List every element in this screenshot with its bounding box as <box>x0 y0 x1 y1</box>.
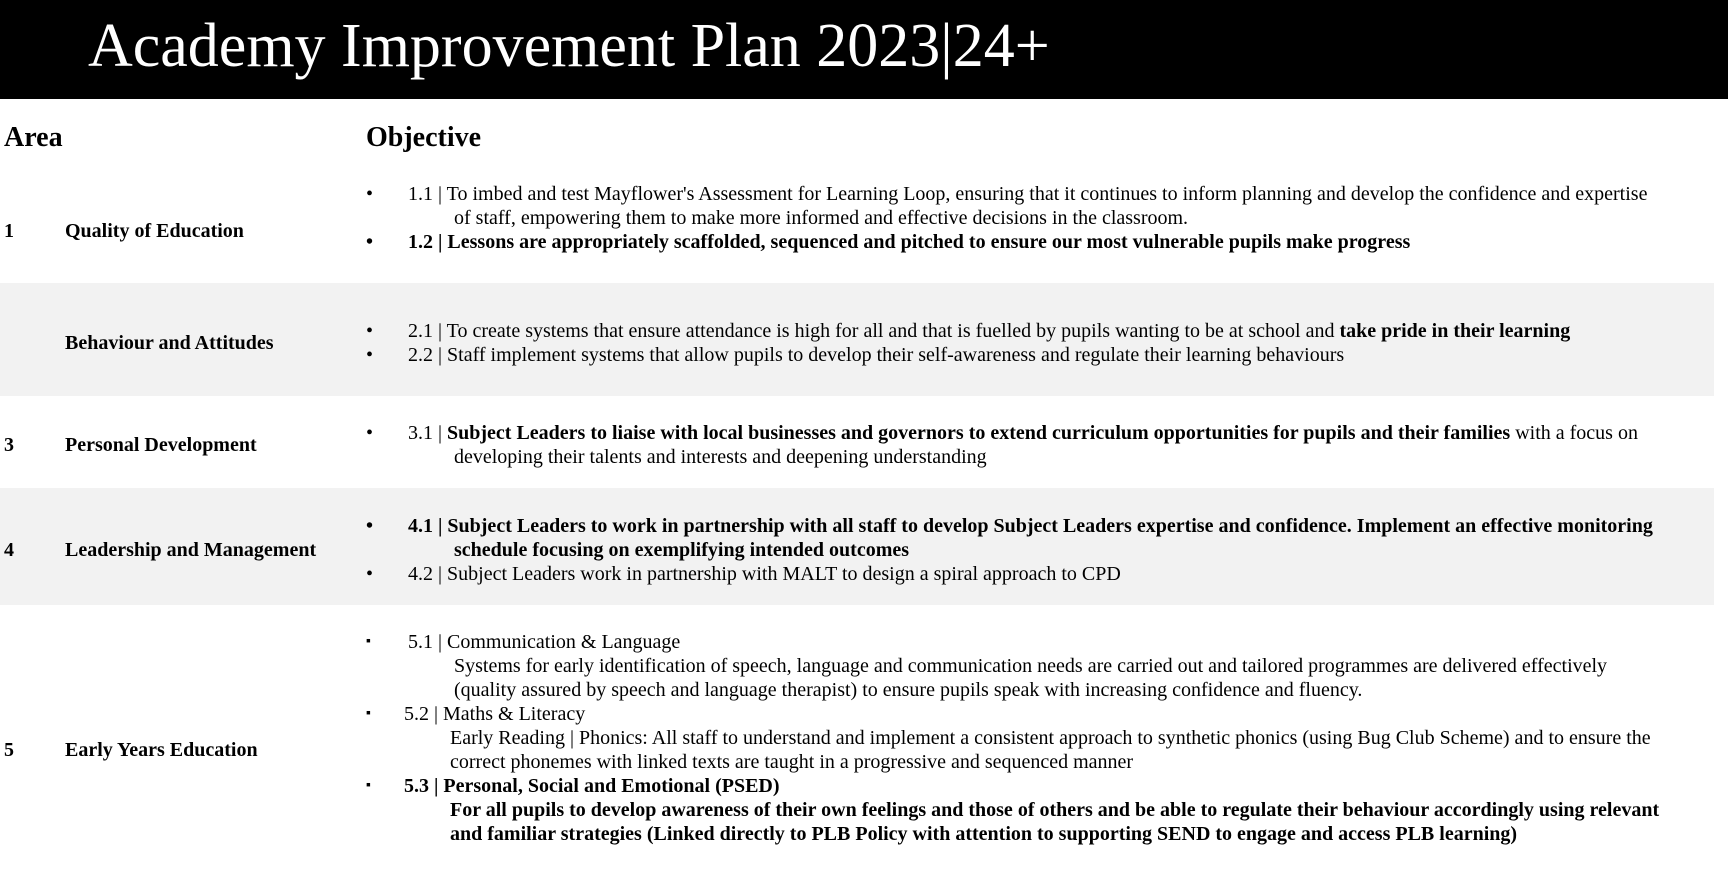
bullet-icon: • <box>366 422 374 444</box>
objectives-list-4 <box>366 514 1666 586</box>
objective-item-1-1 <box>366 182 1666 230</box>
objective-desc-5-1: Systems for early identification of speech, language and communication needs are carried out and tailored programmes are delivered effectively (quality assured by speech and language therapist) to ensure pupils speak with increasing confidence and fluency. <box>454 655 1608 701</box>
objectives-list-2 <box>366 319 1666 367</box>
objective-item-5-3 <box>366 774 1666 798</box>
objective-title: Personal, Social and Emotional (PSED) <box>443 775 780 797</box>
objectives-list-1 <box>366 182 1666 254</box>
objective-text: Staff implement systems that allow pupils to develop their self-awareness and regulate their learning behaviours <box>447 344 1345 366</box>
bullet-icon: • <box>366 344 374 366</box>
square-bullet-icon: ▪ <box>366 778 371 793</box>
area-label-personal-development: Personal Development <box>65 434 257 456</box>
objective-desc-5-3: For all pupils to develop awareness of their own feelings and those of others and be able to regulate their behaviour accordingly using relevant and familiar strategies (Linked directly to PLB Policy with attention to supporting SEND to engage and access PLB learning) <box>450 799 1660 845</box>
objective-item-4-1 <box>366 514 1666 562</box>
objective-code: 4.1 | <box>408 515 443 537</box>
objective-text: Subject Leaders work in partnership with MALT to design a spiral approach to CPD <box>447 563 1121 585</box>
area-label-leadership-and-management: Leadership and Management <box>65 539 317 561</box>
bullet-icon: • <box>366 320 374 342</box>
bullet-icon: • <box>366 563 374 585</box>
objective-desc-5-2: Early Reading | Phonics: All staff to understand and implement a consistent approach to synthetic phonics (using Bug Club Scheme) and to ensure the correct phonemes with linked texts are taught in a progressive and sequenced manner <box>450 727 1651 773</box>
objective-item-1-2 <box>366 230 1666 254</box>
bullet-icon: • <box>366 183 374 205</box>
objective-code: 1.1 | <box>408 183 443 205</box>
objective-emphasis: take pride in their learning <box>1339 320 1571 342</box>
column-header-objective: Objective <box>366 122 482 153</box>
objective-text: Subject Leaders to work in partnership with all staff to develop Subject Leaders expertise and confidence. Implement an effective monitoring schedule focusing on exemplifying intended outcomes <box>447 515 1653 561</box>
objective-emphasis: Subject Leaders to liaise with local businesses and governors to extend curriculum opportunities for pupils and their families <box>447 422 1511 444</box>
bullet-icon: • <box>366 231 374 253</box>
objective-code: 5.3 | <box>404 775 439 797</box>
row-number: 4 <box>4 539 14 561</box>
column-header-area: Area <box>4 122 63 153</box>
row-number: 5 <box>4 739 14 761</box>
area-label-quality-of-education: Quality of Education <box>65 220 244 242</box>
objectives-list-5 <box>366 630 1666 846</box>
header-banner <box>0 0 1728 99</box>
objective-code: 3.1 | <box>408 422 443 444</box>
bullet-icon: • <box>366 515 374 537</box>
objectives-list-3 <box>366 421 1666 469</box>
objective-text: To create systems that ensure attendance is high for all and that is fuelled by pupils wanting to be at school and <box>446 320 1335 342</box>
objective-code: 2.1 | <box>408 320 443 342</box>
objective-item-2-2 <box>366 343 1666 367</box>
objective-code: 1.2 | <box>408 231 443 253</box>
objective-text: with a focus on developing their talents and interests and deepening understanding <box>454 422 1638 468</box>
objective-code: 4.2 | <box>408 563 443 585</box>
objective-item-5-2 <box>366 702 1666 726</box>
objective-item-5-1 <box>366 630 1666 654</box>
area-label-early-years-education: Early Years Education <box>65 739 258 761</box>
page-title: Academy Improvement Plan 2023|24+ <box>88 12 1050 80</box>
area-label-behaviour-and-attitudes: Behaviour and Attitudes <box>65 332 274 354</box>
objective-title: Maths & Literacy <box>443 703 586 725</box>
objective-text: Lessons are appropriately scaffolded, sequenced and pitched to ensure our most vulnerable pupils make progress <box>447 231 1411 253</box>
row-number: 1 <box>4 220 14 242</box>
square-bullet-icon: ▪ <box>366 634 371 649</box>
square-bullet-icon: ▪ <box>366 706 371 721</box>
objective-title: Communication & Language <box>447 631 681 653</box>
objective-item-2-1 <box>366 319 1666 343</box>
objective-item-4-2 <box>366 562 1666 586</box>
objective-item-3-1 <box>366 421 1666 469</box>
row-number: 3 <box>4 434 14 456</box>
objective-code: 5.1 | <box>408 631 443 653</box>
objective-code: 5.2 | <box>404 703 439 725</box>
objective-text: To imbed and test Mayflower's Assessment for Learning Loop, ensuring that it continues to inform planning and develop the confidence and expertise of staff, empowering them to make more informed and effective decisions in the classroom. <box>446 183 1648 229</box>
objective-code: 2.2 | <box>408 344 443 366</box>
